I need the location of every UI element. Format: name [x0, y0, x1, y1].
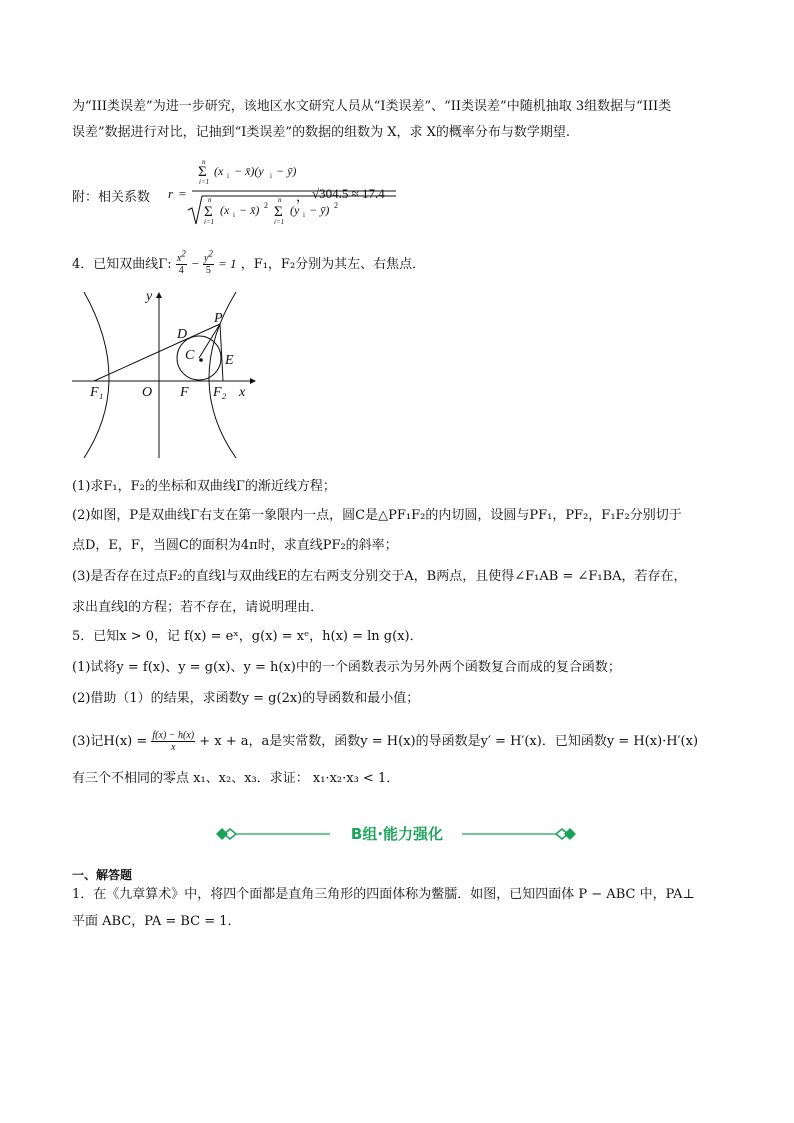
- svg-text:i: i: [303, 211, 305, 219]
- svg-text:(y: (y: [290, 203, 300, 217]
- svg-text:− ȳ): − ȳ): [309, 203, 330, 217]
- svg-text:2: 2: [264, 201, 268, 210]
- q5-part3-suffix: + x + a，a是实常数，函数y = H(x)的导函数是y′ = H′(x)．已知函数y = H(x)·H′(x): [199, 734, 699, 749]
- q4-stem-suffix: ，F₁，F₂分别为其左、右焦点．: [240, 257, 426, 272]
- svg-text:− x̄)(y: − x̄)(y: [234, 164, 264, 178]
- svg-text:i: i: [227, 172, 229, 180]
- q5-part3: [72, 730, 698, 753]
- svg-text:i: i: [233, 211, 235, 219]
- appendix-label: 附：相关系数: [72, 190, 151, 205]
- svg-text:− ȳ): − ȳ): [276, 164, 297, 178]
- svg-text:Σ: Σ: [198, 164, 207, 180]
- b-q1b: 平面 ABC，PA = BC = 1．: [72, 914, 241, 929]
- r-symbol: r: [168, 186, 174, 201]
- label-c: C: [185, 348, 195, 363]
- q5-frac-num: f(x) − h(x): [152, 730, 195, 741]
- q4-part3b: 求出直线l的方程；若不存在，请说明理由．: [72, 600, 324, 615]
- label-e: E: [225, 353, 234, 368]
- section-title: B组·能力强化: [0, 824, 794, 844]
- svg-text:2: 2: [334, 201, 338, 210]
- svg-text:n: n: [202, 158, 206, 166]
- q5-part2: (2)借助（1）的结果，求函数y = g(2x)的导函数和最小值；: [72, 691, 420, 706]
- svg-text:n: n: [278, 196, 282, 204]
- q4-stem: 4．已知双曲线Γ: $\frac{x^2}{4}$ − $\frac{y^2}{5}$ = 1 ，F₁，F₂分别为其左、右焦点．: [72, 248, 426, 276]
- svg-text:Σ: Σ: [204, 204, 213, 220]
- b-q1a: 1．在《九章算术》中，将四个面都是直角三角形的四面体称为鳖臑．如图，已知四面体 P − ABC 中，PA⊥: [72, 887, 695, 902]
- svg-text:− x̄): − x̄): [239, 203, 260, 217]
- label-x: x: [239, 385, 246, 400]
- label-d: D: [177, 327, 188, 342]
- left-branch: [84, 292, 109, 458]
- label-f2: F₂: [213, 385, 227, 400]
- q4-stem-eq: = 1: [218, 256, 237, 271]
- q4-part3a: (3)是否存在过点F₂的直线l与双曲线E的左右两支分别交于A，B两点，且使得∠F₁AB = ∠F₁BA，若存在，: [72, 569, 687, 584]
- label-f1: F₁: [90, 385, 104, 400]
- svg-text:(x: (x: [214, 164, 224, 178]
- hyperbola-figure: [72, 280, 262, 462]
- q4-part1: (1)求F₁，F₂的坐标和双曲线Γ的渐近线方程；: [72, 479, 336, 494]
- line-pf1: [94, 324, 220, 381]
- center-c-dot: [199, 358, 203, 362]
- svg-text:i: i: [270, 172, 272, 180]
- q5-part3-last: 有三个不相同的零点 x₁、x₂、x₃．求证： x₁·x₂·x₃ < 1．: [72, 771, 400, 786]
- correlation-formula: 附：相关系数 r = n Σ i=1 (x i − x̄)(y i − ȳ) n Σ i=1 (x i − x̄) 2 n Σ i=1 (y i − ȳ) 2 ， √304.5 ≈ 17.4: [72, 158, 492, 232]
- label-o: O: [142, 385, 153, 400]
- appendix-comma: ，: [296, 190, 310, 205]
- intro-line-1: 为“III类误差”为进一步研究，该地区水文研究人员从“I类误差”、“II类误差”中随机抽取 3组数据与“III类: [72, 99, 672, 114]
- svg-text:i=1: i=1: [199, 178, 210, 186]
- q5-frac-den: x: [171, 742, 176, 753]
- svg-text:n: n: [208, 196, 212, 204]
- label-p: P: [214, 311, 223, 326]
- svg-text:i=1: i=1: [274, 218, 285, 226]
- label-y: y: [146, 289, 153, 304]
- q5-part3-prefix: (3)记H(x) =: [72, 734, 148, 749]
- q4-stem-prefix: 4．已知双曲线Γ:: [72, 257, 172, 272]
- label-f: F: [180, 385, 189, 400]
- q4-part2a: (2)如图，P是双曲线Γ右支在第一象限内一点，圆C是△PF₁F₂的内切圆，设圆与PF₁，PF₂，F₁F₂分别切于: [72, 508, 682, 523]
- svg-text:(x: (x: [220, 203, 230, 217]
- q5-part1: (1)试将y = f(x)、y = g(x)、y = h(x)中的一个函数表示为另外两个函数复合而成的复合函数；: [72, 660, 621, 675]
- q4-part2b: 点D，E，F，当圆C的面积为4π时，求直线PF₂的斜率；: [72, 538, 398, 553]
- svg-text:i=1: i=1: [204, 218, 215, 226]
- intro-line-2: 误差”数据进行对比，记抽到“I类误差”的数据的组数为 X，求 X的概率分布与数学期望.: [72, 125, 570, 140]
- q5-stem: 5．已知x > 0，记 f(x) = eˣ，g(x) = xᵉ，h(x) = ln g(x)．: [72, 629, 423, 644]
- b-heading: 一、解答题: [72, 868, 133, 882]
- svg-text:Σ: Σ: [274, 204, 283, 220]
- sqrt-approx: √304.5 ≈ 17.4: [312, 186, 385, 201]
